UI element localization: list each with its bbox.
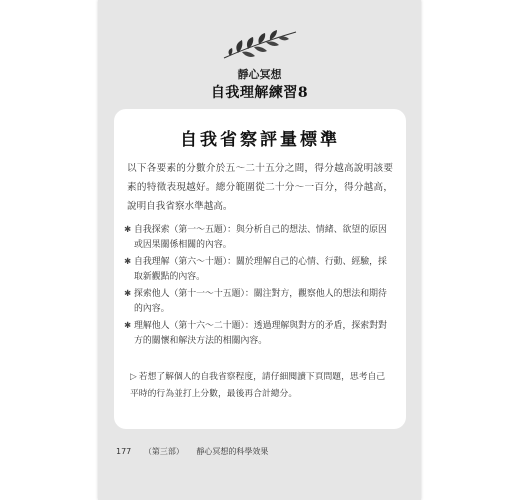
section-title: 靜心冥想	[237, 68, 282, 81]
criterion-item	[124, 287, 394, 317]
page-footer	[116, 446, 278, 457]
chapter-title: 自我理解練習8	[210, 85, 309, 101]
intro-paragraph: 以下各要素的分數介於五～二十五分之間，得分越高說明該要素的特徵表現越好。總分範圍從二十分～一百分，得分越高，說明自我省察水準越高。	[127, 163, 393, 212]
asterisk-bullet-icon: ✱	[124, 225, 132, 235]
asterisk-bullet-icon: ✱	[124, 289, 132, 299]
book-page	[98, 0, 421, 500]
criterion-text: 自我理解（第六～十題）：關於理解自己的心情、行動、經驗，採取新觀點的內容。	[134, 257, 387, 282]
card-heading: 自我省察評量標準	[180, 130, 340, 150]
criterion-item	[124, 255, 394, 285]
criteria-list	[124, 223, 394, 351]
criterion-text: 自我探索（第一～五題）：與分析自己的想法、情緒、欲望的原因或因果關係相關的內容。	[134, 225, 387, 250]
part-label: （第三部）	[143, 447, 184, 456]
criterion-item	[124, 223, 394, 253]
criterion-item	[124, 319, 394, 349]
note-text: 若想了解個人的自我省察程度，請仔細閱讀下頁問題，思考自己平時的行為並打上分數，最後再合計總分。	[130, 372, 386, 399]
book-title: 靜心冥想的科學效果	[196, 447, 269, 456]
criterion-text: 理解他人（第十六～二十題）：透過理解與對方的矛盾，探索對對方的關懷和解決方法的相關內容。	[134, 321, 387, 346]
asterisk-bullet-icon: ✱	[124, 257, 132, 267]
asterisk-bullet-icon: ✱	[124, 321, 132, 331]
criterion-text: 探索他人（第十一～十五題）：關注對方，觀察他人的想法和期待的內容。	[134, 289, 387, 314]
page-number: 177	[116, 447, 132, 456]
instruction-note	[130, 369, 392, 403]
leaf-ornament-icon	[218, 28, 302, 64]
criteria-card	[114, 109, 406, 429]
arrow-right-icon: ▷	[130, 372, 137, 382]
